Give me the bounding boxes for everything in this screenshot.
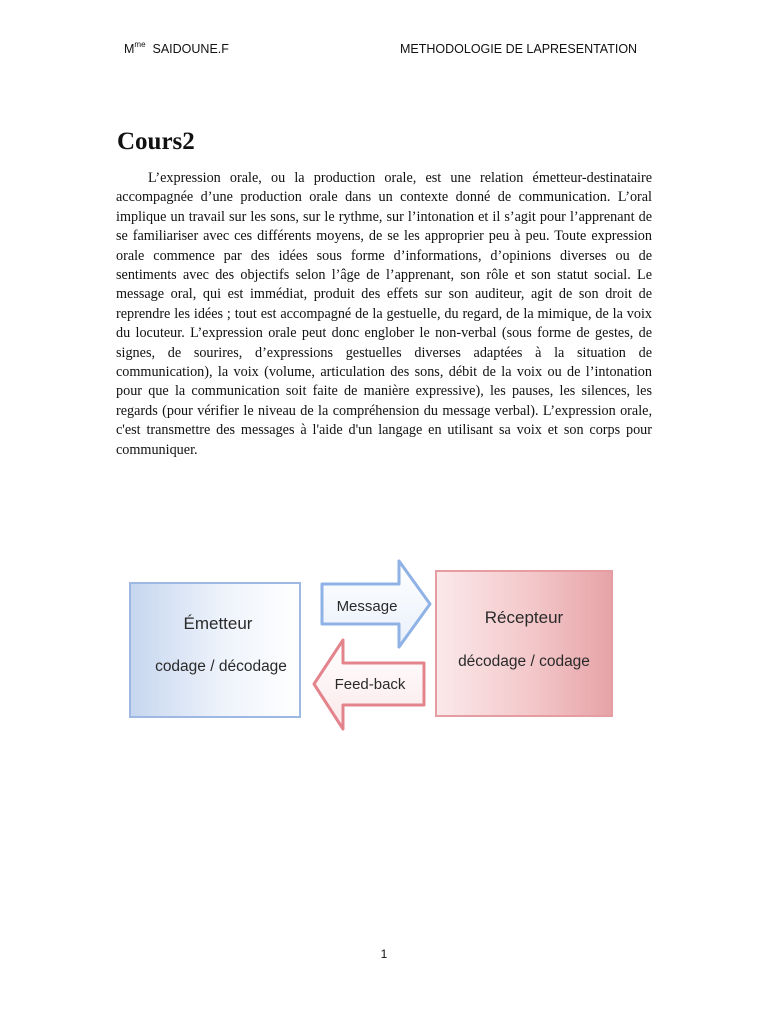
page-number: 1 [380,947,388,961]
author-name: $M^{me}$ SAIDOUNE.F [124,40,229,56]
communication-diagram [128,553,618,738]
sender-title: Émetteur [183,614,253,633]
sender-subtitle: codage / décodage [155,658,287,675]
course-title: METHODOLOGIE DE LAPRESENTATION [400,42,638,56]
page-header [0,42,768,62]
page-title: Cours2 [117,128,195,155]
receiver-title: Récepteur [484,608,564,627]
receiver-subtitle: décodage / codage [458,653,590,670]
message-label: Message [336,598,398,615]
sender-box [130,583,300,717]
feedback-label: Feed-back [334,676,406,693]
body-paragraph: L’expression orale, ou la production orale, est une relation émetteur-destinataire accompagnée d’une production orale dans un contexte donné de communication. L’oral implique un travail sur les sons, sur le rythme, sur l’intonation et il s’agit pour l’apprenant de se familiariser avec ces différents moyens, de se les approprier peu à peu. Toute expression orale commence par des idées sous forme d’informations, d’opinions diverses ou de sentiments avec des objectifs selon l’âge de l’apprenant, son rôle et son statut social. Le message oral, qui est immédiat, produit des effets sur son auditeur, agit de son droit de reprendre les idées ; tout est accompagné de la gestuelle, du regard, de la mimique, de la voix du locuteur. L’expression orale peut donc englober le non-verbal (sous forme de gestes, de signes, de sourires, d’expressions gestuelles diverses adaptées à la situation de communication), la voix (volume, articulation des sons, débit de la voix ou de l’intonation pour que la communication soit faite de manière expressive), les pauses, les silences, les regards (pour vérifier le niveau de la compréhension du message verbal). L’expression orale, c'est transmettre des messages à l'aide d'un langage en utilisant sa voix et son corps pour communiquer. [116,170,652,458]
receiver-box [436,571,612,716]
message-arrow [322,561,430,647]
feedback-arrow [314,640,424,729]
